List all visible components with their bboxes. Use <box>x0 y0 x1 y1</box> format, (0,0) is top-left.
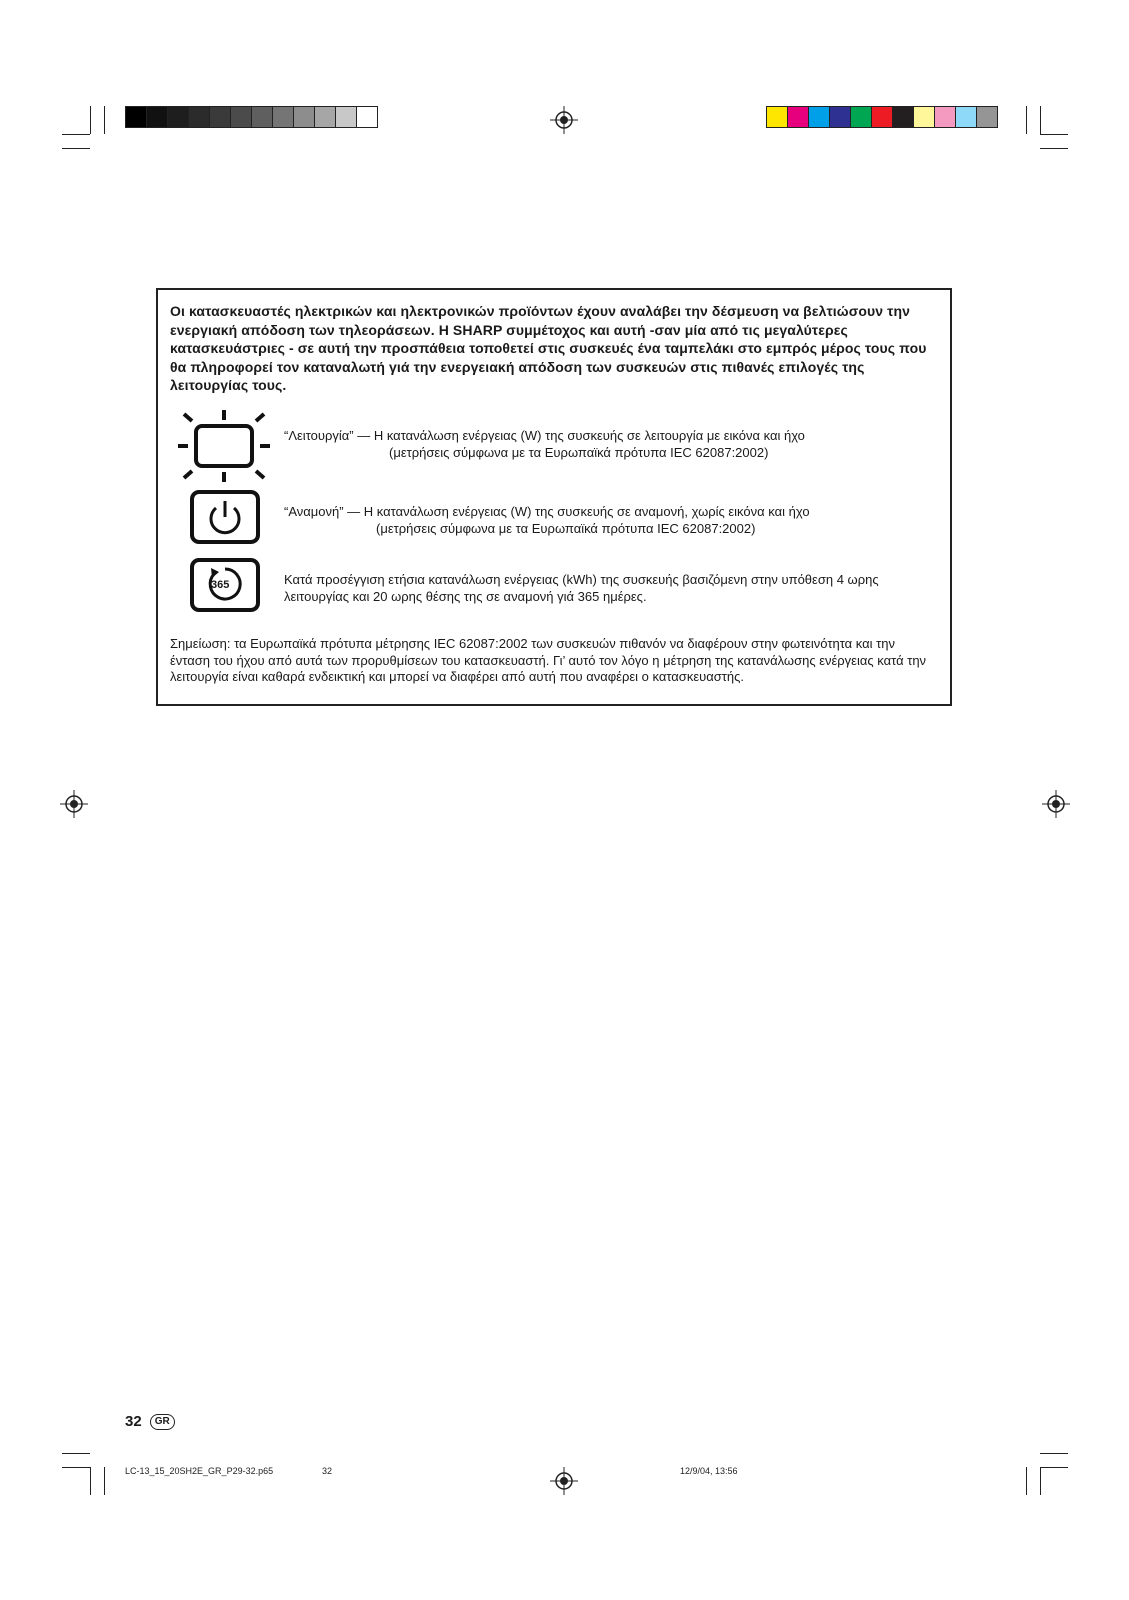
on-mode-screen-icon <box>174 408 274 484</box>
crop-mark <box>1040 148 1068 149</box>
standby-standard-line: (μετρήσεις σύμφωνα με τα Ευρωπαϊκά πρότυπα IEC 62087:2002) <box>376 520 756 536</box>
registration-mark-icon <box>550 106 578 134</box>
crop-mark <box>1040 1467 1041 1495</box>
annual-consumption-text: Κατά προσέγγιση ετήσια κατανάλωση ενέργειας (kWh) της συσκευής βασιζόμενη στην υπόθεση 4 ωρης λειτουργίας και 20 ωρης θέσης της σε αναμονή γιά 365 ημέρες. <box>284 572 879 604</box>
color-swatch <box>210 107 231 127</box>
grayscale-calibration-bar <box>125 106 378 128</box>
color-swatch <box>830 107 851 127</box>
page-number <box>125 1413 175 1430</box>
crop-mark <box>104 106 105 134</box>
color-swatch <box>935 107 956 127</box>
color-swatch <box>126 107 147 127</box>
color-swatch <box>977 107 997 127</box>
page-number-value: 32 <box>125 1413 142 1430</box>
crop-mark <box>62 134 90 135</box>
registration-mark-icon <box>60 790 88 818</box>
crop-mark <box>62 1467 90 1468</box>
color-swatch <box>273 107 294 127</box>
energy-intro-text: Οι κατασκευαστές ηλεκτρικών και ηλεκτρονικών προϊόντων έχουν αναλάβει την δέσμευση να βελτιώσουν την ενεργιακή απόδοση των τηλεοράσεων. Η SHARP συμμέτοχος και αυτή -σαν μία από τις μεγαλύτερες κατασκευάστριες - σε αυτή την προσπάθεια τοποθετεί στις συσκευές ένα ταμπελάκι στο εμπρός μέρος τους που θα πληροφορεί τον καταναλωτή γιά την ενεργειακή απόδοση των συσκευών στις πιθανές επιλογές της λειτουργίας τους. <box>170 303 927 393</box>
color-swatch <box>788 107 809 127</box>
on-mode-standard-line: (μετρήσεις σύμφωνα με τα Ευρωπαϊκά πρότυπα IEC 62087:2002) <box>389 444 769 460</box>
color-swatch <box>231 107 252 127</box>
footer-filename: LC-13_15_20SH2E_GR_P29-32.p65 <box>125 1466 274 1476</box>
crop-mark <box>1040 1453 1068 1454</box>
color-swatch <box>336 107 357 127</box>
crop-mark <box>1026 106 1027 134</box>
crop-mark <box>62 148 90 149</box>
color-swatch <box>956 107 977 127</box>
standby-description <box>284 504 944 537</box>
color-swatch <box>767 107 788 127</box>
color-swatch <box>168 107 189 127</box>
color-swatch <box>914 107 935 127</box>
crop-mark <box>62 1453 90 1454</box>
color-swatch <box>893 107 914 127</box>
color-swatch <box>252 107 273 127</box>
standby-line: “Αναμονή” — Η κατανάλωση ενέργειας (W) της συσκευής σε αναμονή, χωρίς εικόνα και ήχο <box>284 504 810 519</box>
color-swatch <box>147 107 168 127</box>
crop-mark <box>1040 134 1068 135</box>
crop-mark <box>90 1467 91 1495</box>
registration-mark-icon <box>1042 790 1070 818</box>
color-swatch <box>189 107 210 127</box>
annual-icon-label: 365 <box>211 579 230 591</box>
on-mode-description <box>284 428 944 461</box>
crop-mark <box>90 106 91 134</box>
color-swatch <box>872 107 893 127</box>
crop-mark <box>1040 106 1041 134</box>
color-swatch <box>851 107 872 127</box>
footer-timestamp: 12/9/04, 13:56 <box>680 1466 738 1476</box>
energy-info-box <box>156 288 952 706</box>
crop-mark <box>1040 1467 1068 1468</box>
color-swatch <box>315 107 336 127</box>
standby-power-icon <box>190 490 260 544</box>
language-badge: GR <box>150 1414 175 1430</box>
color-swatch <box>294 107 315 127</box>
crop-mark <box>1026 1467 1027 1495</box>
registration-mark-icon <box>550 1467 578 1495</box>
on-mode-line: “Λειτουργία” — Η κατανάλωση ενέργειας (W) της συσκευής σε λειτουργία με εικόνα και ήχο <box>284 428 805 443</box>
color-swatch <box>357 107 377 127</box>
crop-mark <box>104 1467 105 1495</box>
footer-page: 32 <box>322 1466 333 1476</box>
measurement-note: Σημείωση: τα Ευρωπαϊκά πρότυπα μέτρησης IEC 62087:2002 των συσκευών πιθανόν να διαφέρουν στην φωτεινότητα και την ένταση του ήχου από αυτά των προρυθμίσεων του κατασκευαστή. Γι’ αυτό τον λόγο η μέτρηση της κατανάλωσης ενέργειας κατά την λειτουργία είναι καθαρά ενδεικτική και μπορεί να διαφέρει από αυτή που αναφέρει ο κατασκευαστής. <box>170 636 927 684</box>
annual-consumption-icon <box>190 558 260 612</box>
color-calibration-bar <box>766 106 998 128</box>
color-swatch <box>809 107 830 127</box>
